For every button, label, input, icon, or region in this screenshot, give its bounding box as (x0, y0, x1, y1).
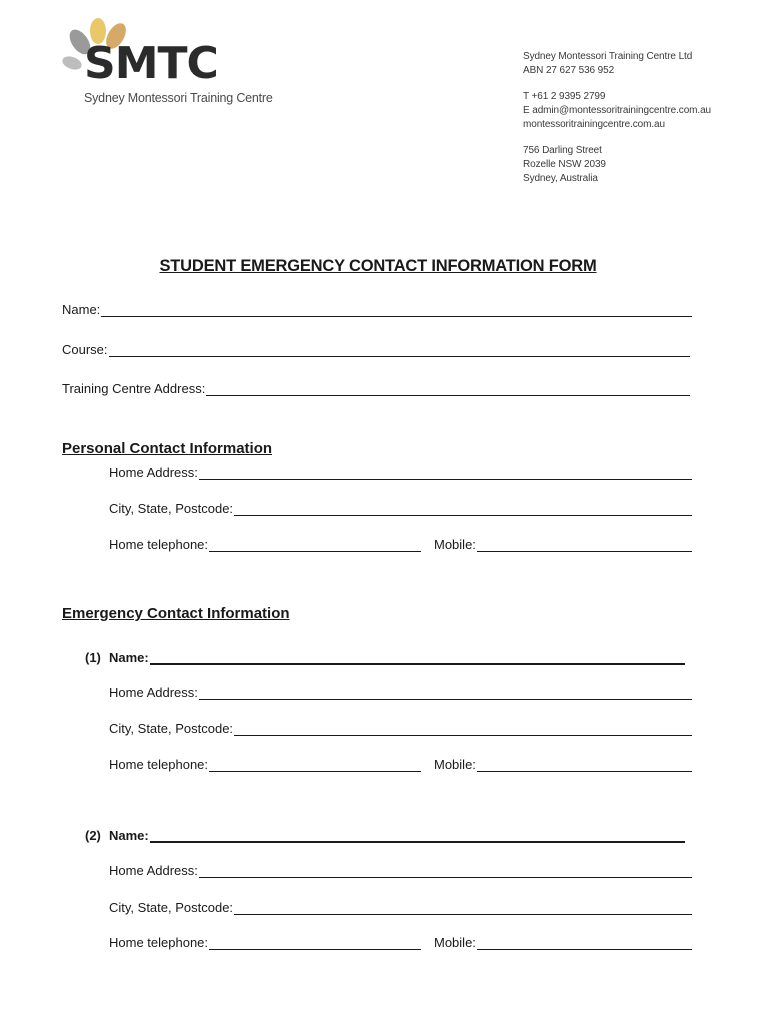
training-address-field[interactable] (62, 378, 690, 396)
org-phone: T +61 2 9395 2799 (523, 91, 606, 102)
city-label: City, State, Postcode: (109, 721, 234, 736)
mobile-line[interactable] (477, 937, 692, 950)
personal-home-address-field[interactable] (109, 462, 692, 480)
personal-home-phone-field[interactable] (109, 534, 421, 552)
name-line[interactable] (101, 304, 692, 317)
mobile-label: Mobile: (434, 935, 476, 950)
home-phone-line[interactable] (209, 937, 421, 950)
emergency-2-home-address-field[interactable] (109, 860, 692, 878)
org-street: 756 Darling Street (523, 145, 602, 156)
personal-city-field[interactable] (109, 498, 692, 516)
emergency-2-city-field[interactable] (109, 897, 692, 915)
emergency-heading: Emergency Contact Information (62, 605, 290, 622)
name-field[interactable] (62, 299, 692, 317)
personal-heading: Personal Contact Information (62, 440, 273, 457)
mobile-label: Mobile: (434, 537, 476, 552)
contact-number: (1) (85, 650, 101, 665)
city-label: City, State, Postcode: (109, 900, 234, 915)
personal-mobile-field[interactable] (434, 534, 692, 552)
organisation-details (523, 50, 711, 186)
home-address-line[interactable] (199, 687, 692, 700)
name-label: Name: (62, 302, 101, 317)
city-line[interactable] (234, 723, 692, 736)
contact-name-line[interactable] (150, 829, 685, 843)
org-name: Sydney Montessori Training Centre Ltd (523, 51, 693, 62)
emergency-1-name-field[interactable] (85, 647, 685, 665)
org-website: montessoritrainingcentre.com.au (523, 119, 665, 130)
emergency-1-home-phone-field[interactable] (109, 754, 421, 772)
form-title: STUDENT EMERGENCY CONTACT INFORMATION FORM (159, 257, 597, 275)
course-field[interactable] (62, 339, 690, 357)
mobile-line[interactable] (477, 759, 692, 772)
home-address-line[interactable] (199, 467, 692, 480)
training-address-label: Training Centre Address: (62, 381, 206, 396)
mobile-line[interactable] (477, 539, 692, 552)
home-address-label: Home Address: (109, 465, 198, 480)
home-phone-label: Home telephone: (109, 757, 209, 772)
city-line[interactable] (234, 503, 692, 516)
emergency-2-mobile-field[interactable] (434, 932, 692, 950)
training-address-line[interactable] (206, 383, 690, 396)
contact-name-label: Name: (109, 650, 149, 665)
home-phone-line[interactable] (209, 539, 421, 552)
home-phone-label: Home telephone: (109, 935, 209, 950)
emergency-2-name-field[interactable] (85, 825, 685, 843)
org-email: E admin@montessoritrainingcentre.com.au (523, 105, 712, 116)
course-label: Course: (62, 342, 108, 357)
contact-number: (2) (85, 828, 101, 843)
mobile-label: Mobile: (434, 757, 476, 772)
contact-name-label: Name: (109, 828, 149, 843)
city-line[interactable] (234, 902, 692, 915)
org-suburb: Rozelle NSW 2039 (523, 159, 606, 170)
home-address-line[interactable] (199, 865, 692, 878)
home-address-label: Home Address: (109, 685, 198, 700)
emergency-1-mobile-field[interactable] (434, 754, 692, 772)
emergency-2-home-phone-field[interactable] (109, 932, 421, 950)
home-phone-line[interactable] (209, 759, 421, 772)
logo-wordmark: SMTC (84, 38, 218, 89)
contact-name-line[interactable] (150, 651, 685, 665)
org-city: Sydney, Australia (523, 173, 598, 184)
course-line[interactable] (109, 344, 690, 357)
emergency-1-home-address-field[interactable] (109, 682, 692, 700)
emergency-1-city-field[interactable] (109, 718, 692, 736)
org-abn: ABN 27 627 536 952 (523, 65, 615, 76)
logo-subtitle: Sydney Montessori Training Centre (84, 91, 273, 105)
home-address-label: Home Address: (109, 863, 198, 878)
home-phone-label: Home telephone: (109, 537, 209, 552)
city-label: City, State, Postcode: (109, 501, 234, 516)
